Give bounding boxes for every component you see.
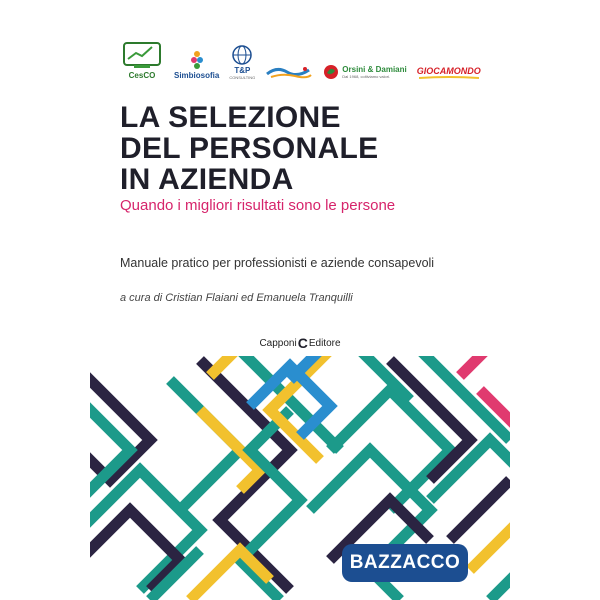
globe-icon bbox=[230, 44, 254, 66]
logo-simbiosofia-text: Simbiosofia bbox=[174, 71, 220, 80]
brand-badge: BAZZACCO bbox=[342, 544, 468, 582]
book-title-line-3: IN AZIENDA bbox=[120, 163, 294, 196]
swimmer-icon bbox=[265, 64, 313, 80]
logo-swimmer bbox=[265, 64, 313, 80]
publisher-c-icon: C bbox=[297, 335, 308, 351]
book-title-line-1: LA SELEZIONE bbox=[120, 101, 341, 134]
logo-cesco bbox=[120, 39, 164, 80]
logo-giocamondo-text: GIOCAMONDO bbox=[416, 66, 481, 76]
logo-cesco-text: CesCO bbox=[128, 71, 156, 80]
title-block bbox=[120, 102, 490, 214]
logo-simbiosofia bbox=[174, 49, 219, 80]
logo-tp-sub: CONSULTING bbox=[229, 75, 256, 80]
logo-orsini-text: Orsini & Damiani bbox=[342, 65, 407, 74]
logo-tp-consulting bbox=[229, 44, 255, 80]
book-editors: a cura di Cristian Flaiani ed Emanuela Tranquilli bbox=[120, 292, 353, 304]
leaf-icon bbox=[323, 64, 339, 80]
book-description: Manuale pratico per professionisti e aziende consapevoli bbox=[120, 256, 435, 270]
logo-giocamondo bbox=[417, 66, 481, 80]
cesco-icon bbox=[120, 39, 164, 71]
publisher-logo bbox=[90, 335, 510, 351]
simbiosofia-icon bbox=[189, 49, 205, 71]
logo-orsini-sub: Dal 1968, coltiviamo valori. bbox=[342, 74, 391, 79]
logo-orsini-damiani bbox=[323, 64, 406, 80]
underline-swoosh-icon bbox=[419, 76, 479, 80]
publisher-right: Editore bbox=[308, 338, 341, 349]
sponsor-logos bbox=[120, 36, 480, 80]
book-subtitle: Quando i migliori risultati sono le persone bbox=[120, 197, 396, 214]
book-title-line-2: DEL PERSONALE bbox=[120, 132, 379, 165]
logo-tp-text: T&P bbox=[234, 66, 251, 75]
book-cover bbox=[90, 0, 510, 600]
publisher-left: Capponi bbox=[259, 338, 297, 349]
